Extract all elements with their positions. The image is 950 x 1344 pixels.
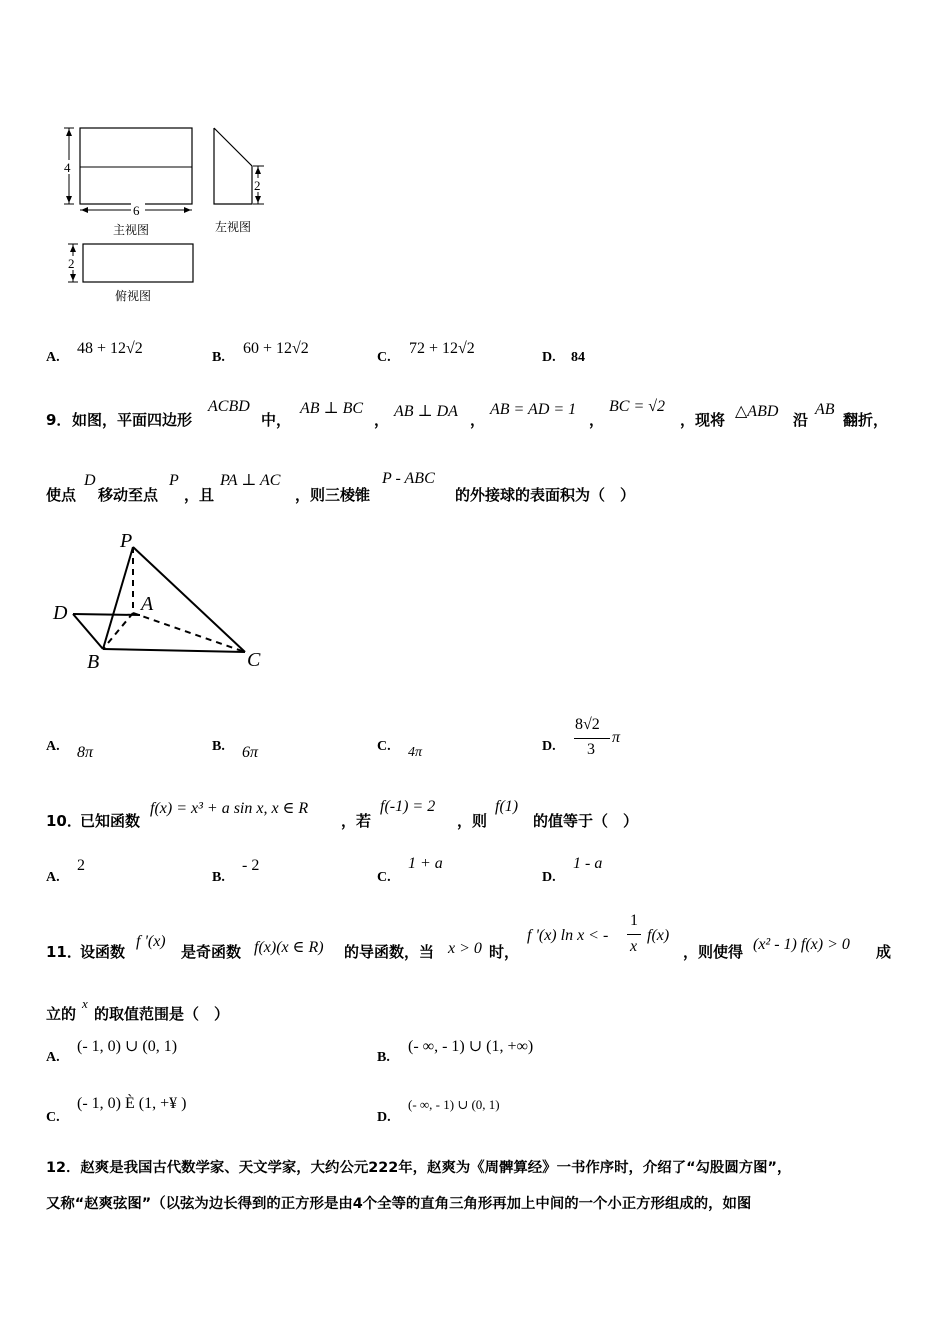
q11-math-4-numerator: 1 (630, 912, 638, 929)
q10-option-d-label: D. (542, 870, 556, 885)
q9-text-7: 沿 (793, 411, 809, 429)
q8-option-c-label: C. (377, 350, 391, 365)
q9-math-2: AB ⊥ BC (300, 400, 364, 417)
q10-option-c-value: 1 + a (408, 855, 443, 872)
q10-option-c-label: C. (377, 870, 391, 885)
q11-text-6: 成 (876, 943, 892, 961)
top-view-rect (83, 244, 193, 282)
q9-math-4: AB = AD = 1 (490, 401, 577, 418)
q10-option-b-value: - 2 (242, 857, 260, 874)
q10-text-2: ，若 (341, 812, 372, 830)
q9-math-7: AB (815, 401, 835, 418)
q8-option-b-value: 60 + 12√2 (243, 340, 309, 357)
q9-text-5: ， (589, 411, 605, 429)
q10-math-1: f(x) = x³ + a sin x, x ∈ R (150, 800, 309, 817)
q9-option-d-numerator: 8√2 (575, 716, 600, 733)
side-dim-label: 2 (254, 178, 261, 193)
q9-math-6: △ABD (735, 403, 779, 420)
q11-number: 11． (46, 943, 82, 961)
q9-text-1: 如图，平面四边形 (72, 411, 193, 429)
q10-option-a-value: 2 (77, 857, 85, 874)
q9-fig-label-c: C (247, 649, 261, 671)
q11-option-a-value: (- 1, 0) ∪ (0, 1) (77, 1038, 178, 1055)
q9-line2-math-3: PA ⊥ AC (220, 472, 281, 489)
q9-option-a-label: A. (46, 739, 60, 754)
q9-math-3: AB ⊥ DA (394, 403, 458, 420)
front-view-rect (80, 128, 192, 204)
side-view-shape (214, 128, 252, 204)
q9-math-1: ACBD (208, 398, 250, 415)
q9-option-c-label: C. (377, 739, 391, 754)
q11-math-4b: f(x) (647, 927, 670, 944)
q12-line-2: 又称“赵爽弦图”（以弦为边长得到的正方形是由4个全等的直角三角形再加上中间的一个小正方形组成的，如图 (46, 1196, 752, 1212)
q8-option-a-value: 48 + 12√2 (77, 340, 143, 357)
q8-option-b-label: B. (212, 350, 225, 365)
q11-math-3: x > 0 (448, 940, 482, 957)
q10-text-1: 已知函数 (80, 812, 141, 830)
q9-option-b-value: 6π (242, 744, 259, 761)
q9-line2-text-2: 移动至点 (98, 486, 159, 504)
q8-option-d-label: D. (542, 350, 556, 365)
front-view-caption: 主视图 (113, 223, 150, 237)
q8-option-a-label: A. (46, 350, 60, 365)
q8-option-d-value: 84 (571, 350, 585, 365)
q11-line2-math-1: x (82, 996, 88, 1011)
q9-line2-math-2: P (169, 472, 179, 489)
q9-text-2: 中， (261, 411, 292, 429)
q9-text-4: ， (470, 411, 486, 429)
q11-option-a-label: A. (46, 1050, 60, 1065)
q9-line2-text-1: 使点 (46, 486, 77, 504)
q11-math-5: (x² - 1) f(x) > 0 (753, 936, 850, 953)
q9-pyramid-figure (45, 525, 280, 675)
q9-fig-label-d: D (53, 602, 68, 624)
top-view-caption: 俯视图 (115, 289, 152, 303)
q11-option-d-value: (- ∞, - 1) ∪ (0, 1) (408, 1097, 500, 1112)
q10-math-2: f(-1) = 2 (380, 798, 436, 815)
q9-option-d-denominator: 3 (587, 741, 595, 758)
q11-option-b-value: (- ∞, - 1) ∪ (1, +∞) (408, 1038, 534, 1055)
q11-line2-text-1: 立的 (46, 1005, 77, 1023)
q9-line2-math-1: D (84, 472, 96, 489)
q9-fig-label-p: P (120, 530, 133, 552)
q10-text-4: 的值等于（ ） (533, 812, 639, 830)
q9-line2-text-3: ，且 (184, 486, 215, 504)
q9-option-b-label: B. (212, 739, 225, 754)
q11-text-1: 设函数 (80, 943, 126, 961)
q11-line2-text-2: 的取值范围是（ ） (94, 1005, 230, 1023)
q9-fig-label-b: B (87, 651, 100, 673)
q11-math-1: f '(x) (136, 933, 166, 950)
q11-math-2: f(x)(x ∈ R) (254, 939, 324, 956)
q11-math-4-denominator: x (630, 938, 638, 955)
q9-math-5: BC = √2 (609, 398, 666, 415)
top-dim-label: 2 (68, 256, 75, 271)
q11-text-4: 时， (489, 943, 520, 961)
three-view-figure (55, 120, 285, 310)
q10-option-d-value: 1 - a (573, 855, 603, 872)
q9-option-d-label: D. (542, 739, 556, 754)
q11-text-2: 是奇函数 (181, 943, 242, 961)
q10-option-a-label: A. (46, 870, 60, 885)
q10-math-3: f(1) (495, 798, 519, 815)
q10-number: 10． (46, 812, 82, 830)
q12-line-1: 12．赵爽是我国古代数学家、天文学家，大约公元222年，赵爽为《周髀算经》一书作序时，介绍了“勾股圆方图”， (46, 1160, 792, 1176)
q10-text-3: ，则 (457, 812, 488, 830)
q8-option-c-value: 72 + 12√2 (409, 340, 475, 357)
q11-option-b-label: B. (377, 1050, 390, 1065)
q11-option-c-label: C. (46, 1110, 60, 1125)
q9-text-8: 翻折， (843, 411, 889, 429)
q9-line2-math-4: P - ABC (382, 470, 435, 487)
q11-text-3: 的导函数，当 (344, 943, 435, 961)
q9-option-a-value: 8π (77, 744, 94, 761)
front-height-label: 4 (64, 160, 71, 175)
front-width-label: 6 (133, 203, 140, 218)
q11-option-c-value: (- 1, 0) È (1, +¥ ) (77, 1095, 187, 1112)
q9-line2-text-4: ，则三棱锥 (295, 486, 371, 504)
q11-text-5: ，则使得 (683, 943, 744, 961)
q9-fig-label-a: A (141, 593, 154, 615)
q9-option-c-value: 4π (408, 745, 423, 760)
q9-option-d-fraction-bar (574, 738, 610, 739)
side-view-caption: 左视图 (215, 220, 252, 234)
q9-option-d-pi: π (612, 729, 621, 746)
q9-text-3: ， (374, 411, 390, 429)
q11-option-d-label: D. (377, 1110, 391, 1125)
q10-option-b-label: B. (212, 870, 225, 885)
q9-line2-text-5: 的外接球的表面积为（ ） (455, 486, 636, 504)
q9-number: 9． (46, 411, 72, 429)
q11-fraction-bar (627, 934, 641, 935)
q9-text-6: ，现将 (680, 411, 726, 429)
q11-math-4a: f '(x) ln x < - (527, 927, 609, 944)
